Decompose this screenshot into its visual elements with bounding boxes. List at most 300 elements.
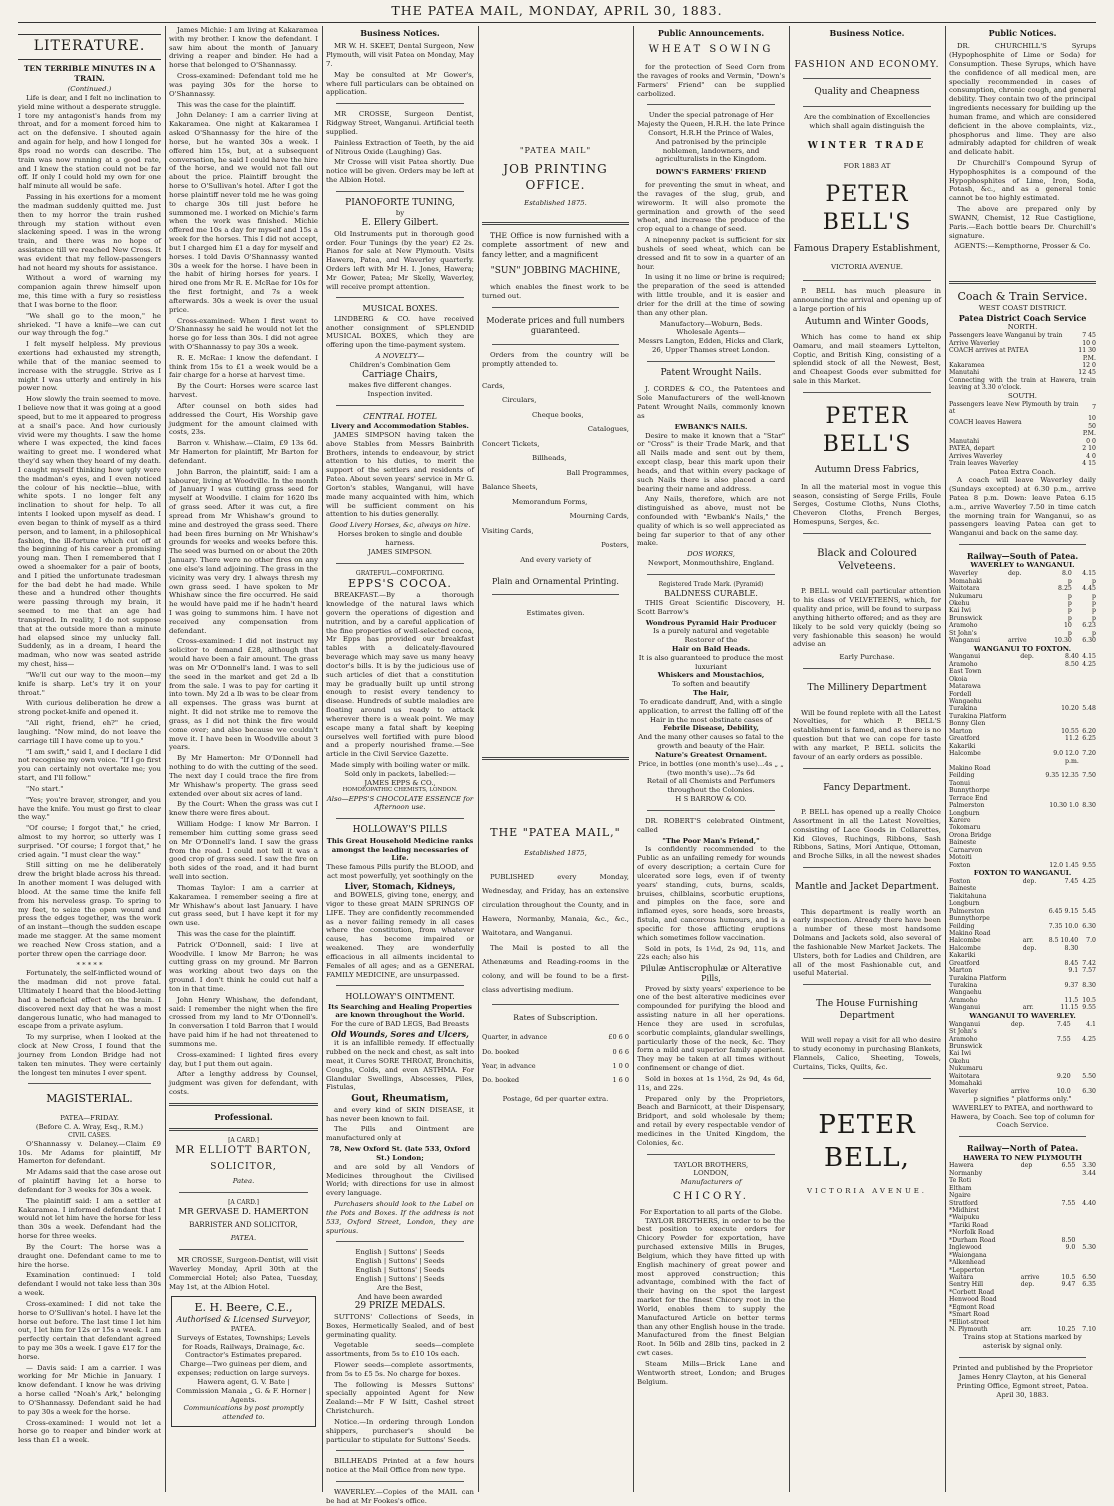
cell: dep.	[1022, 944, 1037, 952]
cell	[1020, 832, 1037, 839]
table-row	[949, 952, 1096, 959]
nature: Nature's Greatest Ornament.	[654, 750, 768, 759]
civil-cases-heading: CIVIL CASES.	[68, 1132, 111, 1140]
cell: dep.	[1007, 570, 1022, 578]
cell	[1049, 1252, 1076, 1259]
cell: Okoia	[949, 675, 968, 683]
table-row	[949, 698, 1096, 705]
magisterial-sub: PATEA—FRIDAY.	[60, 1114, 119, 1123]
paragraph: With curious deliberation he drew a strong pocket-knife and opened it.	[18, 699, 161, 717]
table-row	[949, 691, 1096, 698]
cell: Wangaehu	[949, 698, 982, 706]
holloway-title: HOLLOWAY'S PILLS	[352, 825, 448, 836]
cell	[949, 758, 1020, 765]
cell: 7.57	[1082, 967, 1096, 975]
cell	[1021, 1319, 1049, 1326]
cell: Kakaramea	[949, 362, 985, 369]
table-row	[949, 668, 1096, 675]
paragraph: O'Shannassy v. Delaney.—Claim £9 10s. Mr Adams for plaintiff, Mr Hamerton for defendant.	[18, 1139, 161, 1166]
cell	[1020, 854, 1037, 861]
cell: Momahaki	[949, 577, 983, 585]
cell	[1023, 960, 1040, 967]
ointment-text: For the cure of BAD LEGS, Bad Breasts	[330, 1020, 470, 1029]
table-row	[949, 1036, 1096, 1043]
ointment-wounds: Old Wounds, Sores and Ulcers,	[331, 1029, 469, 1040]
mail-title: THE "PATEA MAIL,"	[490, 826, 621, 840]
cell: 8.50	[1065, 660, 1079, 668]
cell: p	[1067, 599, 1072, 607]
cell: p	[1092, 599, 1096, 607]
pyramid-text: And the many other causes so fatal to the growth and beauty of the Hair.	[638, 733, 784, 751]
cell: 7.10	[1082, 1326, 1096, 1333]
rail-south: Railway—South of Patea.	[966, 551, 1079, 562]
list-item: Catalogues,	[587, 425, 629, 434]
epps-firm-2: HOMOEOPATHIC CHEMISTS, LONDON.	[342, 787, 458, 794]
downs-title: DOWN'S FARMERS' FRIEND	[655, 168, 767, 177]
paragraph: Examination continued: I told defendant I would not take less than 30s a week.	[18, 1271, 161, 1298]
cell	[1037, 691, 1079, 698]
paragraph: A coach will leave Waverley daily (Sundays excepted) at 6.30 p.m., arrive Patea 8 p.m. Down: leave Patea 6.15 a.m., arrive Waverley 7.50 in time catch the morning train for Wanganui, so as passengers leaving Patea can get to Wanganui and back on the same day.	[949, 476, 1096, 538]
divider	[959, 1136, 1086, 1137]
cell: 8.30	[1064, 944, 1079, 952]
cell: Carnarvon	[949, 846, 983, 854]
paragraph: Prepared only by the Proprietors, Beach and Barnicott, at their Dispensary, Bridport, and sold wholesale by them; and retail by every respectable vendor of medicines in the United Kingdom, the Colonies, &c.	[637, 1094, 785, 1147]
table-row	[949, 332, 1096, 339]
cell	[1078, 952, 1096, 959]
roberts-name: "The Poor Man's Friend,"	[662, 836, 760, 845]
paragraph: — Davis said: I am a carrier. I was working for Mr Michie in January. I know defendant. I know he was driving a horse called "Noah's Ark," belonging to O'Shannassy. Defendant said he had to pay 30s a week for the horse.	[18, 1363, 161, 1416]
cell	[1021, 1229, 1049, 1236]
cell: 7.55	[1056, 1035, 1071, 1043]
divider	[803, 280, 931, 281]
cell	[1040, 952, 1078, 959]
cell	[1023, 952, 1040, 959]
paragraph: which enables the finest work to be turned out.	[482, 283, 629, 300]
cell	[1040, 885, 1078, 892]
table-row	[949, 600, 1096, 607]
cell	[1023, 885, 1040, 892]
column-business-notices	[326, 26, 474, 1505]
divider	[647, 1154, 775, 1155]
wanganui-foxton: WANGANUI TO FOXTON.	[973, 644, 1072, 653]
paragraph: Any Nails, therefore, which are not distinguished as above, must not be confounded with "Ewbank's Nails," the quality of which is so well appreciated as being far superior to that of any other make.	[637, 495, 785, 548]
divider	[803, 106, 931, 107]
table-row	[949, 347, 1096, 354]
list-item: Cards,	[482, 381, 505, 390]
table-row	[949, 1274, 1096, 1281]
cell: Greatford	[949, 959, 980, 967]
cell	[1079, 720, 1096, 727]
paragraph: "I am swift," said I, and I declare I did not recognise my own voice. "If I go first you can certainly not overtake me; you start, and I'll follow."	[18, 747, 161, 783]
coach-patea: Patea District Coach Service	[958, 313, 1087, 324]
cell	[1075, 1252, 1096, 1259]
cell: 4 15	[1082, 460, 1096, 468]
cell: dep	[1020, 1162, 1033, 1170]
cell	[1020, 713, 1037, 720]
table-row	[949, 1244, 1096, 1251]
cell: arrive	[1007, 637, 1027, 645]
seeds-line: English | Suttons' | Seeds	[355, 1248, 445, 1257]
divider	[482, 757, 629, 760]
novelty: A NOVELTY—	[375, 352, 425, 361]
table-row	[949, 1058, 1096, 1065]
table-row	[949, 615, 1096, 622]
cell: Inglewood	[949, 1244, 982, 1252]
cell	[949, 430, 1079, 437]
cell	[1071, 1080, 1096, 1087]
divider	[647, 104, 775, 105]
cell	[1037, 668, 1079, 675]
carriage-chairs: Carriage Chairs,	[362, 369, 438, 380]
paragraph: and are sold by all Vendors of Medicines throughout the Civilised World; with directions for use in almost every language.	[326, 1162, 474, 1198]
cell: Turakina Platform	[949, 974, 1007, 982]
pyramid-name: Wondrous Pyramid Hair Producer	[645, 618, 777, 627]
paragraph: I felt myself helpless. My previous exertions had exhausted my strength, while that of the maniac seemed to increase with the struggle. Strive as I might I was utterly and entirely in his power now.	[18, 340, 161, 393]
export: For Exportation to all parts of the Globe.	[639, 1207, 783, 1216]
paragraph: Vegetable seeds—complete assortments, from 5s to £10 10s each.	[326, 1341, 474, 1359]
column-peter-bell	[793, 26, 941, 1490]
column-divider	[165, 26, 166, 1492]
mail-established: Established 1875,	[524, 848, 587, 857]
cell	[1075, 1259, 1096, 1266]
table-row	[949, 1088, 1096, 1095]
table-row	[949, 1192, 1096, 1199]
cell: Baineste	[949, 885, 977, 893]
cell	[1049, 1259, 1076, 1266]
cell	[1075, 1304, 1096, 1311]
spacer	[482, 26, 629, 146]
paragraph: Is confidently recommended to the Public as an unfailing remedy for wounds of every description; a certain Cure for ulcerated sore legs, even if of twenty years' standing, cuts, burns, scalds, bruises, chilblains, scorbutic eruptions, and pimples on the face, sore and inflamed eyes, sore heads, sore breasts, fistula, and cancerous humours, and is a specific for those afflicting eruptions which sometimes follow vaccination.	[637, 845, 785, 942]
cell: 7.45	[1064, 877, 1079, 885]
cell: Turakina	[949, 705, 978, 713]
table-row	[482, 1073, 629, 1087]
cell: *Corbett Road	[949, 1288, 995, 1296]
table-row	[949, 847, 1096, 854]
divider	[803, 392, 931, 393]
table-row	[949, 862, 1096, 869]
cell	[1049, 1170, 1076, 1177]
cell: *Waipuku	[949, 1214, 980, 1222]
table-row	[949, 430, 1096, 437]
cell: 12.0 1.45	[1049, 861, 1079, 869]
cell: Aramoho	[949, 1035, 978, 1043]
music-title: MUSICAL BOXES.	[362, 304, 438, 314]
estimates: Estimates given.	[526, 608, 585, 617]
paragraph: Will well repay a visit for all who desire to study economy in purchasing Blankets, Flannels, Calico, Sheeting, Towels, Curtains, Ticks, Quilts, &c.	[793, 1036, 941, 1071]
table-row	[949, 340, 1096, 347]
cell: 7.55	[1061, 1199, 1076, 1207]
cell: Karere	[949, 817, 971, 825]
table-row	[949, 982, 1096, 989]
cell: Stratford	[949, 1199, 978, 1207]
paragraph: "No start."	[26, 784, 64, 793]
barrow: H S BARROW & CO.	[675, 795, 747, 804]
cell	[1021, 1170, 1049, 1177]
paragraph: Cross-examined: I would not let a horse go to reaper and binder work at less than £1 a week.	[18, 1418, 161, 1445]
column-job-printing	[482, 26, 629, 1490]
cell: *Norfolk Road	[949, 1229, 994, 1237]
cell: 10.5	[1082, 996, 1096, 1004]
cell	[1023, 982, 1040, 989]
paragraph: JAMES SIMPSON having taken the above Stables from Messrs Bainbrith Brothers, intends to endeavour, by strict attention to his duties, to merit the support of the settlers and residents of Patea. About seven years' service in Mr G. Gorton's stables, Wanganui, will have made many acquainted with him, which will be sufficient comment on his attention to his duties generally.	[326, 430, 474, 519]
cell	[1011, 1050, 1045, 1057]
cell	[1020, 780, 1037, 787]
paragraph: Dr Churchill's Compound Syrup of Hypophosphites is a compound of the Hypophosphites of Lime, Iron, Soda, Potash, &c., and as a general tonic cannot be too highly estimated.	[949, 159, 1096, 203]
pilulae: Pilulæ Antiscrophulæ or Alterative Pills,	[640, 964, 782, 984]
paragraph: In using it no lime or brine is required; the preparation of the seed is attended with little trouble, and it is easier and drier for the drill at the time of sowing than any other plan.	[637, 273, 785, 317]
cell	[1078, 915, 1096, 922]
cell	[1023, 930, 1040, 937]
coach-title: Coach & Train Service.	[957, 290, 1088, 304]
cell: Motoiti	[949, 854, 972, 862]
table-row	[949, 661, 1096, 668]
cell: Momahaki	[949, 1080, 983, 1088]
cell: Greatford	[949, 735, 980, 743]
table-row	[949, 960, 1096, 967]
cell: Henwood Road	[949, 1296, 997, 1304]
peter-bells: PETER BELL'S	[822, 403, 912, 458]
cell: 7	[1092, 404, 1096, 412]
cell	[1037, 743, 1079, 750]
table-row	[949, 705, 1096, 712]
cell: 9.37	[1064, 982, 1079, 990]
cell: 11 30	[1078, 347, 1096, 355]
paragraph: Mr Adams said that the case arose out of plaintiff having let a horse to defendant for 3 weeks for 30s a week.	[18, 1168, 161, 1194]
the-hair: The Hair,	[692, 689, 730, 698]
table-row	[949, 1207, 1096, 1214]
price: Price, in bottles (one month's use)...4s „ „ (two month's use)...7s 6d	[638, 759, 784, 777]
cell	[1037, 780, 1079, 787]
section-heading-literature: LITERATURE.	[18, 34, 161, 60]
table-row	[949, 1222, 1096, 1229]
cell: dep.	[1010, 1020, 1025, 1028]
table-row	[949, 630, 1096, 637]
wanganui-waverley: WANGANUI TO WAVERLEY.	[969, 1011, 1076, 1020]
paragraph: Thomas Taylor: I am a carrier at Kakaramea. I remember seeing a fire at Mr Whishaw's about last January. I have cut grass seed, but I have kept it for my own use.	[169, 883, 318, 928]
cell: 9.0 12.0	[1053, 750, 1079, 758]
cell	[1020, 676, 1037, 683]
table-row	[949, 460, 1096, 467]
cell: Feilding	[949, 772, 975, 780]
table-row	[949, 780, 1096, 787]
waverley-wanganui: WAVERLEY to WANGANUI.	[970, 561, 1075, 570]
wheat-title: WHEAT SOWING	[648, 44, 774, 56]
cell: PATEA, depart	[949, 445, 995, 453]
paragraph: William Hodge: I know Mr Barron. I remember him cutting some grass seed on Mr O'Donnell's land. I saw the grass from the road. I could not tell it was a good crop of grass seed. I saw the fire on both sides of the road, and it had burnt well into section.	[169, 820, 318, 882]
cell: 10	[1063, 622, 1072, 630]
masthead-rule	[18, 22, 1096, 23]
table-row	[949, 967, 1096, 974]
cell	[1037, 713, 1079, 720]
peter-bells: PETER BELL'S	[822, 182, 912, 236]
cell: dep.	[1020, 1281, 1035, 1289]
cell: 2 10	[1082, 445, 1096, 453]
table-row	[949, 908, 1096, 915]
story-continued: (Continued.)	[67, 85, 112, 94]
cell	[1020, 743, 1037, 750]
moderate-prices: Moderate prices and full numbers guaranteed.	[486, 315, 625, 335]
cell: Marton	[949, 727, 973, 735]
paragraph: Old Instruments put in thorough good order. Four Tunings (by the year) £2 2s. Pianos for sale at New Plymouth. Visits Hawera, Patea, and Waverley quarterly. Orders left with Mr H. I. Jones, Hawera; Mr Gower, Patea; Mr Skelly, Waverley, will receive prompt attention.	[326, 229, 474, 291]
table-row	[949, 893, 1096, 900]
table-row	[949, 1319, 1096, 1326]
seeds-best: Are the Best,	[377, 1283, 423, 1292]
cell: 4.25	[1082, 660, 1096, 668]
cell: p	[1092, 577, 1096, 585]
table-row	[949, 401, 1096, 416]
cell	[1008, 600, 1041, 607]
cell	[1020, 817, 1037, 824]
cell	[1021, 1237, 1049, 1244]
cell	[1021, 1177, 1049, 1184]
piano-title: PIANOFORTE TUNING,	[345, 197, 455, 208]
table-row	[482, 1030, 629, 1044]
cell: Palmerston	[949, 907, 985, 915]
house-furnishing: The House Furnishing Department	[816, 999, 918, 1021]
cell: 3.30	[1082, 1162, 1096, 1170]
paragraph: Desire to make it known that a "Star" or "Cross" is their Trade Mark, and that all Nails made and sent out by them, except clasp, bear this mark upon their heads, and that within every package of such Nails there is also placed a card bearing their name and address.	[637, 431, 785, 493]
surveyor-sub: Authorised & Licensed Surveyor,	[176, 1314, 311, 1324]
divider	[169, 1103, 318, 1106]
table-row	[949, 415, 1096, 430]
cell	[1011, 1073, 1045, 1080]
card-tag: [A CARD.]	[228, 1198, 259, 1206]
table-row	[949, 975, 1096, 982]
divider	[803, 867, 931, 868]
paragraph: Barron v. Whishaw.—Claim, £9 13s 6d. Mr Hamerton for plaintiff, Mr Barton for defendant.	[169, 439, 318, 465]
paragraph: Painless Extraction of Teeth, by the aid of Nitrous Oxide (Laughing) Gas.	[326, 138, 474, 156]
cell: 4.15	[1082, 570, 1096, 578]
cell	[1037, 817, 1079, 824]
rate-value: 1 6 0	[612, 1076, 629, 1085]
cell: Kakariki	[949, 952, 976, 960]
cell: Brunswick	[949, 1042, 983, 1050]
cell: Passengers leave New Plymouth by train at	[949, 400, 1079, 416]
column-public-notices	[949, 26, 1096, 1490]
dress-fabrics: Autumn Dress Fabrics,	[814, 465, 920, 476]
cell: 4.45	[1082, 585, 1096, 593]
cell	[1075, 1289, 1096, 1296]
paragraph: This was the case for the plaintiff.	[177, 929, 296, 938]
cell: COACH leaves Hawera	[949, 419, 1022, 427]
paragraph: Orders from the country will be promptly attended to.	[482, 351, 629, 369]
cell: Arrives Waverley	[949, 452, 1003, 460]
fashion-economy: FASHION AND ECONOMY.	[794, 60, 940, 71]
paragraph: The plaintiff said: I am a settler at Kakaramea. I informed defendant that I would not let him have the horse for less than 30s a week. Defendant had the horse for three weeks.	[18, 1196, 161, 1241]
paragraph: After a lengthy address by Counsel, judgment was given for defendant, with costs.	[169, 1070, 318, 1097]
cell: Makino Road	[949, 929, 991, 937]
paragraph: TAYLOR BROTHERS, in order to be the best position to execute orders for Chicory Powder for exportation, have purchased extensive Mills in Bruges, Belgium, which they have fitted up with English machinery of great power and most approved construction; this advantage, combined with the fact of their having on the spot the largest market for the finest Chicory root in the World, enables them to supply the Manufactured Article on better terms than any other English house in the trade. Manufactured from the finest Belgian Root. In 56lb and 28lb tins, packed in 2 cwt cases.	[637, 1216, 785, 1358]
divider	[803, 78, 931, 79]
list-item: Mourning Cards,	[569, 512, 629, 521]
job-established: Established 1875.	[524, 198, 587, 207]
manufactory: Manufactory—Woburn, Beds.	[659, 319, 763, 328]
cell: Bonny Glen	[949, 720, 986, 728]
list-item: Cheque books,	[532, 410, 584, 419]
paragraph: By the Court: When the grass was cut I knew there were fires about.	[169, 800, 318, 818]
quality-cheapness: Quality and Cheapness	[814, 86, 920, 97]
agents: Wholesale Agents—	[676, 328, 746, 337]
paragraph: After counsel on both sides had addressed the Court, His Worship gave judgment for the amount claimed with costs, 23s.	[169, 401, 318, 437]
paragraph: for the protection of Seed Corn from the ravages of rooks and Vermin, "Down's Farmers' Friend" can be supplied carbolized.	[637, 63, 785, 98]
list-item: Posters,	[601, 541, 629, 550]
cell	[1075, 1267, 1096, 1274]
paragraph: Proved by sixty years' experience to be one of the best alterative medicines ever compounded for purifying the blood and assisting nature in all her operations. Hence they are used in scrofulas, scorbutic complaints, glandular swellings, particularly those of the neck, &c. They form a mild and superior family aperient. They may be taken at all times without confinement or change of diet.	[637, 984, 785, 1073]
surveyor-agents: Hawera agent, G. V. Bate | Commission Manaia „ G. & F. Horner | Agents.	[176, 1377, 311, 1404]
cell: St John's	[949, 1028, 977, 1036]
paragraph: "We shall go to the moon," he shrieked. "I have a knife—we can cut our way through the fog."	[18, 311, 161, 338]
south: SOUTH.	[1008, 391, 1037, 400]
divider	[179, 1192, 308, 1193]
cell: p	[1092, 607, 1096, 615]
waverley-note: WAVERLEY to PATEA, and northward to Hawera, by Coach. See top of column for Coach Service.	[950, 1103, 1095, 1130]
cell	[1040, 915, 1078, 922]
paragraph: Sold in pots, Is 1½d, 2s 9d, 11s, and 22s each; also his	[637, 944, 785, 962]
paragraph: Life is dear, and I felt no inclination to yield mine without a desperate struggle. I tore my antagonist's hands from my throat, and for a moment forced him to act on the defensive. I shouted again and again for help, and how I longed for 8ps road no words can describe. The train was now running at a good rate, and I knew the station could not be far off. If only I could hold my own for one half minute all would be safe.	[18, 93, 161, 191]
cell	[1021, 1192, 1049, 1199]
surveyor-text: Surveys of Estates, Townships; Levels for Roads, Railways, Drainage, &c. Contractor's Estimates prepared.	[177, 1333, 310, 1360]
mantle-department: Mantle and Jacket Department.	[795, 882, 939, 893]
cell: 8.30	[1082, 802, 1096, 810]
cell	[1020, 661, 1037, 668]
winter-trade: WINTER TRADE	[807, 140, 927, 151]
rate-value: 1 0 0	[612, 1061, 629, 1070]
cell	[1020, 735, 1037, 742]
table-row	[949, 945, 1096, 952]
divider	[647, 574, 775, 575]
column-divider	[633, 26, 634, 1492]
cell	[1079, 832, 1096, 839]
cell	[1008, 593, 1041, 600]
paragraph: To my surprise, when I looked at the clock at New Cross, I found that the journey from London Bridge had not taken ten minutes. They were certainly the longest ten minutes I ever spent.	[18, 1033, 161, 1077]
table-row	[482, 1045, 629, 1059]
paragraph: Flower seeds—complete assortments, from 5s to £5 5s. No charge for boxes.	[326, 1361, 474, 1378]
cell: *Midhirst	[949, 1207, 979, 1214]
cell	[1020, 705, 1037, 712]
table-row	[949, 585, 1096, 592]
cell	[1020, 720, 1037, 727]
column-court-report	[169, 26, 318, 1490]
cell	[1020, 683, 1037, 690]
paragraph: By the Court: Horses were scarce last harvest.	[169, 382, 318, 400]
cell: Tokomaru	[949, 824, 981, 832]
hotel-title: CENTRAL HOTEL	[363, 411, 437, 421]
paragraph: The above are prepared only by SWANN, Chemist, 12 Rue Castiglione, Paris.—Each bottle bears Dr. Churchill's signature.	[949, 205, 1096, 240]
cell	[1079, 668, 1096, 675]
cell: p.m.	[1065, 757, 1079, 765]
cell: P.M.	[1082, 430, 1096, 438]
paragraph: "Yes; you're braver, stronger, and you have the knife. You must go first to clear the way."	[18, 795, 161, 822]
rates-table	[482, 1030, 629, 1087]
cell: Okehu	[949, 599, 970, 607]
table-row	[949, 810, 1096, 817]
divider	[492, 594, 619, 595]
card-place: PATEA.	[230, 1234, 257, 1243]
table-row	[949, 1296, 1096, 1303]
cell: Ngaire	[949, 1192, 971, 1200]
cell	[1049, 1296, 1076, 1303]
cell	[1037, 683, 1079, 690]
paragraph: SUTTONS' Collections of Seeds, in Boxes, Hermetically Sealed, and of best germinating quality.	[326, 1312, 474, 1339]
divider	[179, 1249, 308, 1250]
divider	[336, 1450, 464, 1451]
printing-list	[482, 379, 629, 568]
table-row	[949, 743, 1096, 750]
cell: 7 45	[1082, 332, 1096, 340]
cell: 4.15	[1082, 653, 1096, 661]
cell: p	[1067, 577, 1072, 585]
table-row	[949, 1311, 1096, 1318]
